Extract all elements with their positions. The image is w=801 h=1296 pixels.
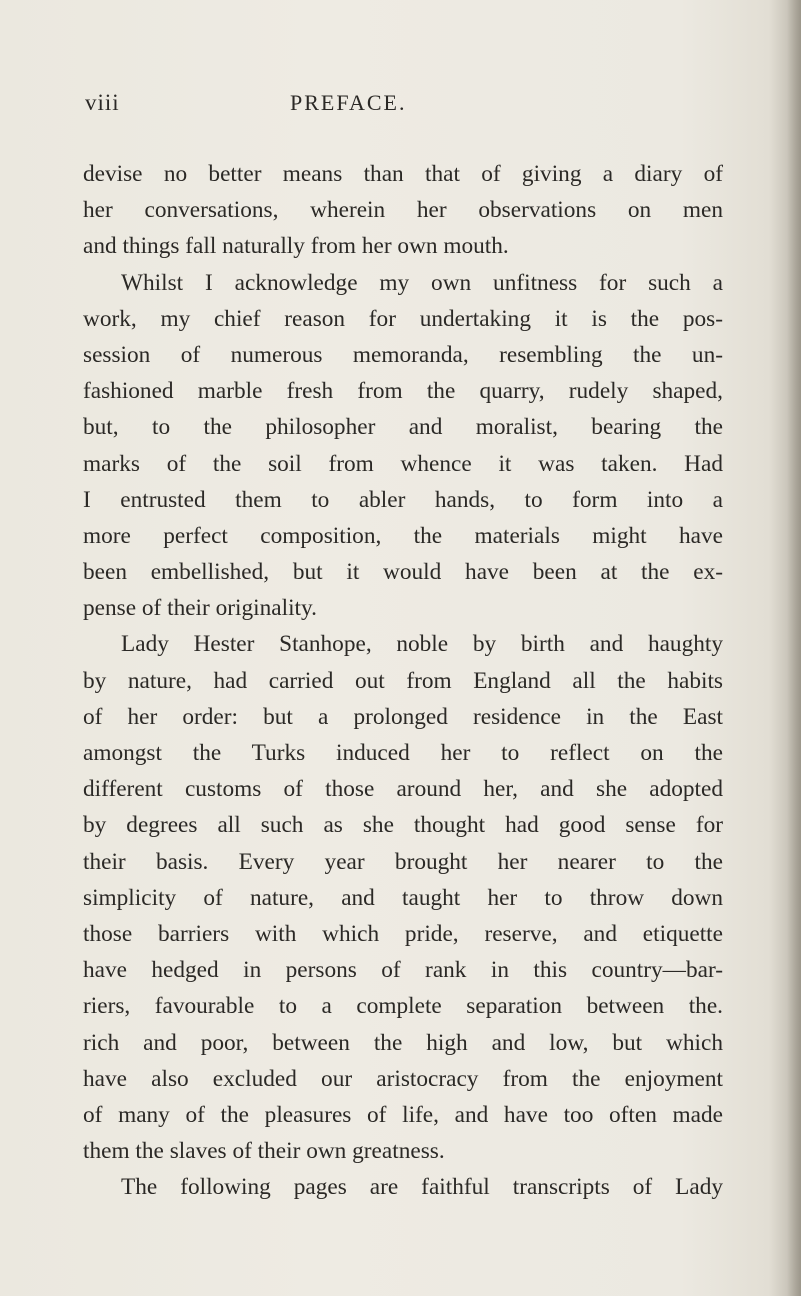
running-head-title: PREFACE. bbox=[290, 90, 407, 115]
text-line: amongst the Turks induced her to reflect on the bbox=[83, 740, 723, 766]
text-line: I entrusted them to abler hands, to form into a bbox=[83, 486, 723, 513]
text-line: her conversations, wherein her observations on men bbox=[83, 197, 723, 224]
text-line: more perfect composition, the materials might have bbox=[83, 522, 723, 549]
text-line: their basis. Every year brought her nearer to the bbox=[83, 848, 723, 875]
text-line: riers, favourable to a complete separation between the. bbox=[83, 993, 723, 1020]
text-line: but, to the philosopher and moralist, bearing the bbox=[83, 414, 723, 441]
text-line: have hedged in persons of rank in this country—bar- bbox=[83, 957, 723, 984]
text-line: marks of the soil from whence it was taken. Had bbox=[83, 450, 723, 477]
text-line: have also excluded our aristocracy from the enjoyment bbox=[83, 1065, 723, 1092]
text-line: by nature, had carried out from England all the habits bbox=[83, 667, 723, 694]
text-line: devise no better means than that of giving a diary of bbox=[83, 161, 723, 187]
text-line: different customs of those around her, and she adopted bbox=[83, 776, 723, 803]
text-line: been embellished, but it would have been at the ex- bbox=[83, 559, 723, 586]
text-line: session of numerous memoranda, resembling the un- bbox=[83, 341, 723, 368]
text-line: The following pages are faithful transcripts of Lady bbox=[121, 1174, 723, 1201]
text-line: by degrees all such as she thought had good sense for bbox=[83, 812, 723, 839]
running-head bbox=[0, 90, 801, 130]
text-line: Lady Hester Stanhope, noble by birth and haughty bbox=[121, 631, 723, 658]
text-line: simplicity of nature, and taught her to throw down bbox=[83, 884, 723, 911]
text-line: fashioned marble fresh from the quarry, rudely shaped, bbox=[83, 378, 723, 405]
body-text bbox=[83, 156, 723, 1205]
text-line: those barriers with which pride, reserve, and etiquette bbox=[83, 920, 723, 947]
page-number: viii bbox=[85, 90, 120, 115]
text-line: Whilst I acknowledge my own unfitness for such a bbox=[121, 269, 723, 296]
text-line: and things fall naturally from her own mouth. bbox=[83, 233, 509, 260]
text-line: work, my chief reason for undertaking it is the pos- bbox=[83, 305, 723, 332]
page-edge-shadow bbox=[787, 0, 801, 1296]
text-line: pense of their originality. bbox=[83, 595, 317, 622]
text-line: of many of the pleasures of life, and have too often made bbox=[83, 1101, 723, 1128]
text-line: rich and poor, between the high and low, but which bbox=[83, 1029, 723, 1056]
text-line: them the slaves of their own greatness. bbox=[83, 1138, 445, 1165]
text-line: of her order: but a prolonged residence in the East bbox=[83, 703, 723, 730]
